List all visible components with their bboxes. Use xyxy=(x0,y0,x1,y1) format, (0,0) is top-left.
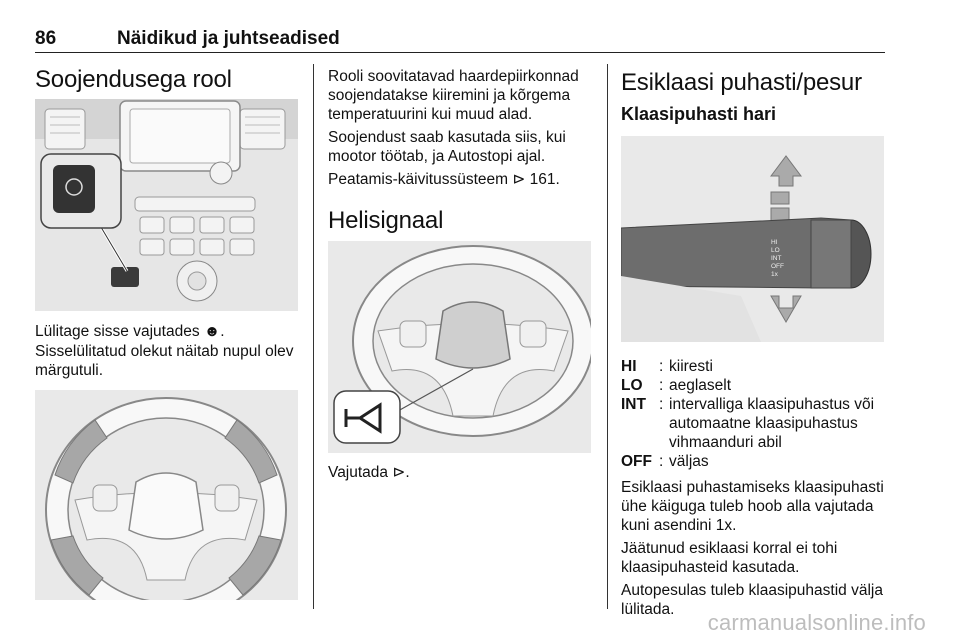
wiper-para-1: Esiklaasi puhastamiseks klaasipuhasti ühe käiguga tuleb hoob alla vajutada kuni asendini 1x. xyxy=(621,479,884,534)
definition-term: LO xyxy=(621,377,643,394)
definition-description: intervalliga klaasipuhastus või automaatne klaasipuhastus vihmaanduri abil xyxy=(669,396,875,451)
definition-description: aeglaselt xyxy=(669,377,732,394)
stalk-label-off: OFF xyxy=(771,263,784,270)
heated-wheel-para-2: Sisselülitatud olekut näitab nupul olev märgutuli. xyxy=(35,343,294,379)
definition-separator: : xyxy=(659,377,664,394)
definition-term: HI xyxy=(621,358,637,375)
definition-term: OFF xyxy=(621,453,652,470)
heated-wheel-title: Soojendusega rool xyxy=(35,66,232,93)
definition-separator: : xyxy=(659,358,664,375)
wiper-definition-list xyxy=(621,357,891,471)
horn-para: Vajutada ⊳. xyxy=(328,464,410,481)
heated-wheel-para-1: Lülitage sisse vajutades ☻. xyxy=(35,323,225,340)
stalk-label-lo: LO xyxy=(771,247,780,254)
heated-wheel-para-4: Soojendust saab kasutada siis, kui mootor töötab, ja Autostopi ajal. xyxy=(328,129,566,165)
definition-row xyxy=(621,376,891,395)
chapter-title: Näidikud ja juhtseadised xyxy=(117,28,340,49)
dashboard-illustration xyxy=(35,99,298,311)
definition-separator: : xyxy=(659,396,664,413)
horn-title: Helisignaal xyxy=(328,207,444,234)
definition-row xyxy=(621,357,891,376)
stop-start-reference: Peatamis-käivitussüsteem ⊳ 161. xyxy=(328,171,560,188)
definition-term: INT xyxy=(621,396,646,413)
stalk-label-int: INT xyxy=(771,255,782,262)
wiper-lever-illustration xyxy=(621,136,884,342)
horn-illustration xyxy=(328,241,591,453)
page-number: 86 xyxy=(35,28,57,49)
wiper-para-3: Autopesulas tuleb klaasipuhastid välja lülitada. xyxy=(621,582,883,618)
heated-wheel-illustration xyxy=(35,390,298,600)
watermark: carmanualsonline.info xyxy=(707,610,926,635)
wiper-para-2: Jäätunud esiklaasi korral ei tohi klaasipuhasteid kasutada. xyxy=(621,540,838,576)
definition-row xyxy=(621,452,891,471)
stalk-label-hi: HI xyxy=(771,239,778,246)
column-divider-1 xyxy=(313,64,314,609)
definition-row xyxy=(621,395,891,452)
definition-description: väljas xyxy=(669,453,709,470)
wiper-title: Esiklaasi puhasti/pesur xyxy=(621,69,862,96)
wiper-subtitle: Klaasipuhasti hari xyxy=(621,104,777,124)
stalk-label-1x: 1x xyxy=(771,271,778,278)
heated-wheel-para-3: Rooli soovitatavad haardepiirkonnad soojendatakse kiiremini ja kõrgema temperatuurini kui muud alad. xyxy=(328,68,579,123)
page-header xyxy=(35,28,885,53)
definition-description: kiiresti xyxy=(669,358,713,375)
definition-separator: : xyxy=(659,453,664,470)
